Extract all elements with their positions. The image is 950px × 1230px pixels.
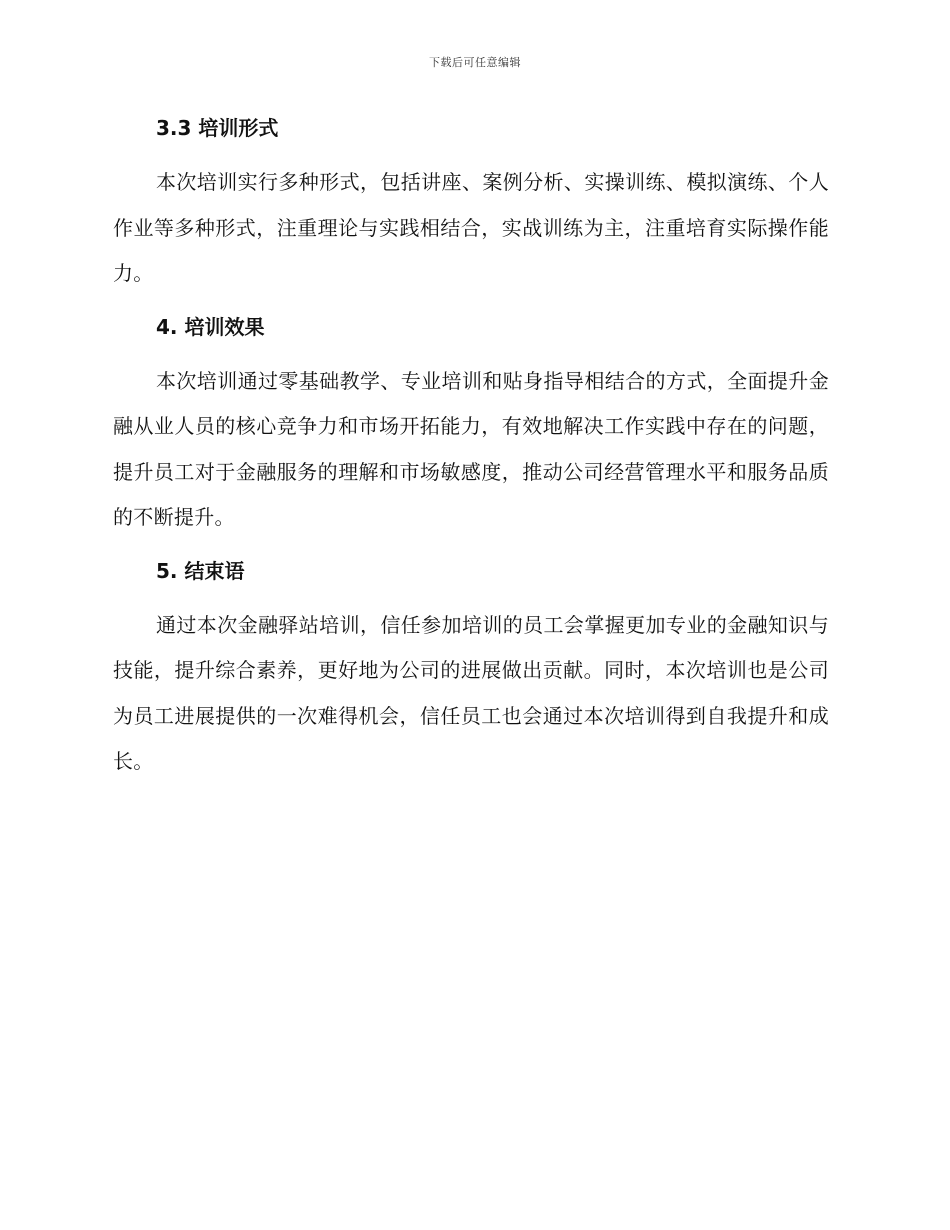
section-paragraph-training-format: 本次培训实行多种形式，包括讲座、案例分析、实操训练、模拟演练、个人作业等多种形式，注重理论与实践相结合，实战训练为主，注重培育实际操作能力。 xyxy=(113,170,829,285)
section-paragraph-conclusion: 通过本次金融驿站培训，信任参加培训的员工会掌握更加专业的金融知识与技能，提升综合素养，更好地为公司的进展做出贡献。同时，本次培训也是公司为员工进展提供的一次难得机会，信任员工也会通过本次培训得到自我提升和成长。 xyxy=(113,612,829,773)
section-heading-training-effect: 4. 培训效果 xyxy=(156,314,265,339)
page-header-note: 下载后可任意编辑 xyxy=(429,56,521,69)
section-paragraph-training-effect: 本次培训通过零基础教学、专业培训和贴身指导相结合的方式，全面提升金融从业人员的核心竞争力和市场开拓能力，有效地解决工作实践中存在的问题，提升员工对于金融服务的理解和市场敏感度，推动公司经营管理水平和服务品质的不断提升。 xyxy=(113,368,829,529)
section-heading-training-format: 3.3 培训形式 xyxy=(156,116,279,140)
document-body xyxy=(113,110,829,785)
section-heading-conclusion: 5. 结束语 xyxy=(156,558,245,583)
